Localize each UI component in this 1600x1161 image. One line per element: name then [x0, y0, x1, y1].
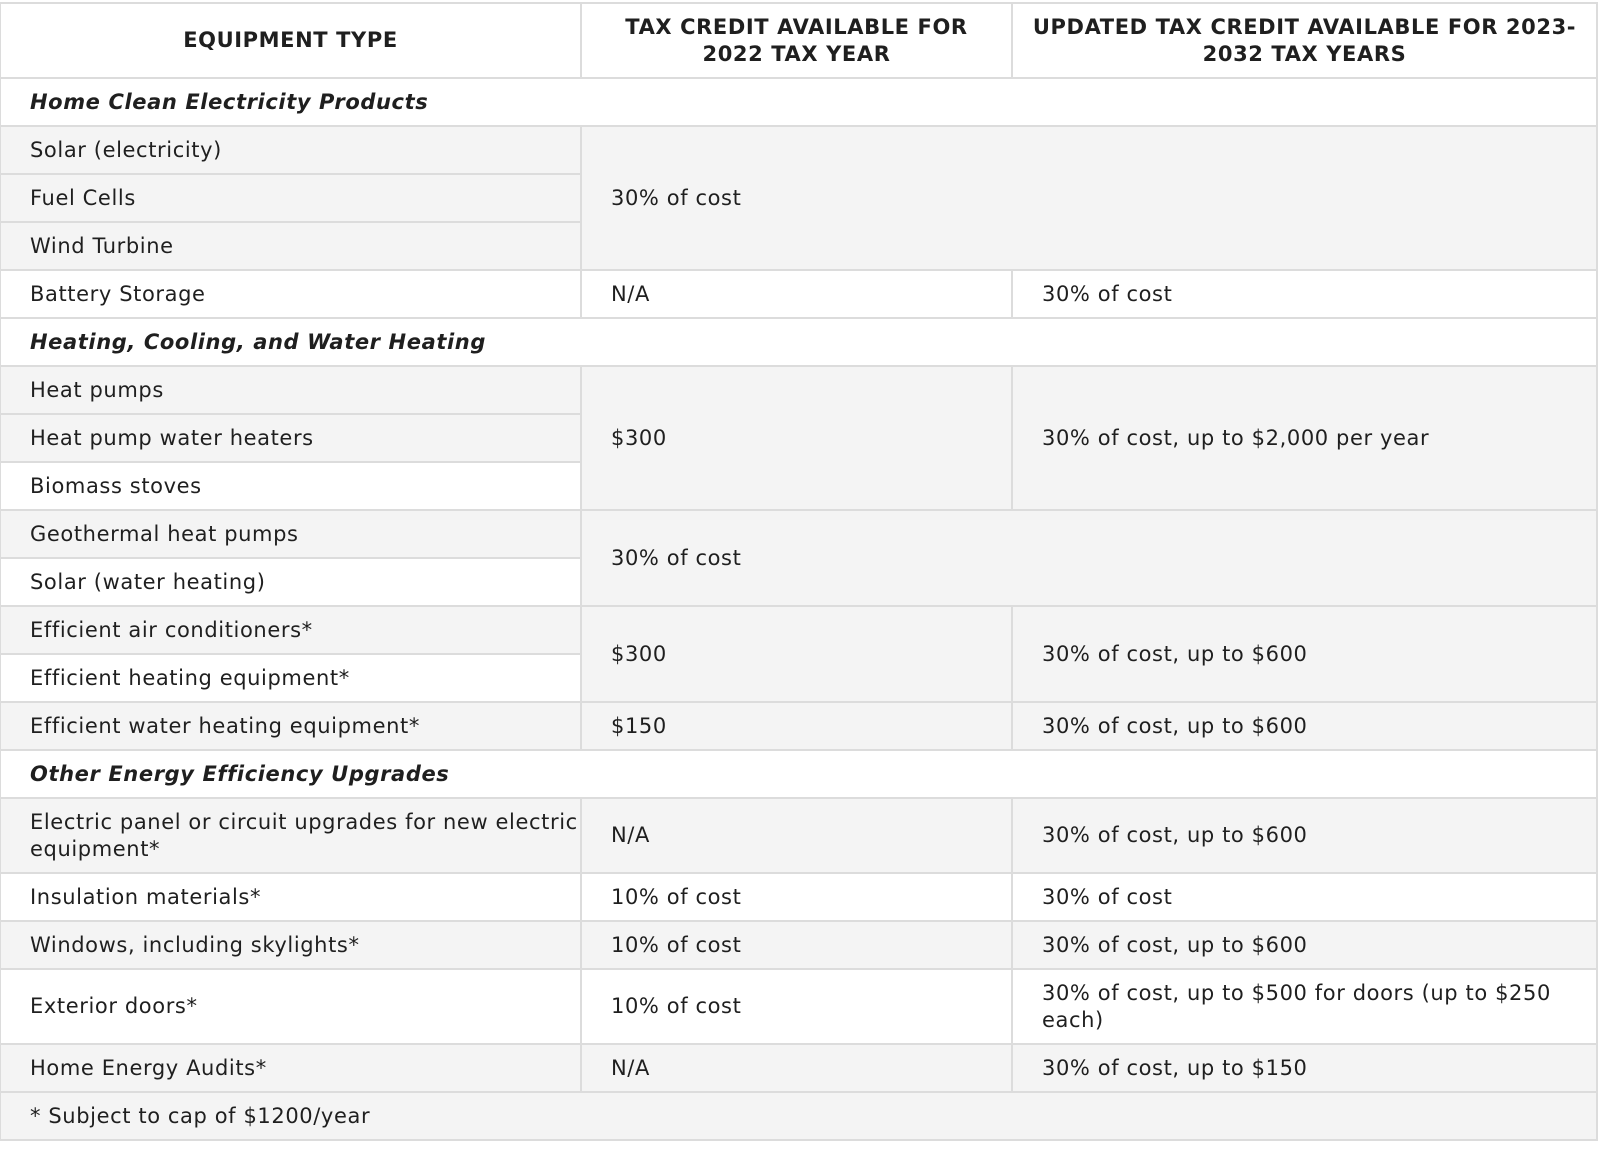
section-title-other: Other Energy Efficiency Upgrades	[0, 750, 1597, 798]
header-equipment-type: EQUIPMENT TYPE	[0, 3, 581, 78]
table-row	[0, 798, 1597, 873]
credit-geo-group: 30% of cost	[581, 510, 1597, 606]
equipment-solar-water-heating: Solar (water heating)	[0, 558, 581, 606]
footnote-row	[0, 1092, 1597, 1140]
credit-updated-windows: 30% of cost, up to $600	[1012, 921, 1597, 969]
equipment-biomass-stoves: Biomass stoves	[0, 462, 581, 510]
section-title-home-clean: Home Clean Electricity Products	[0, 78, 1597, 126]
equipment-electric-panel: Electric panel or circuit upgrades for new electric equipment*	[0, 798, 581, 873]
section-row-heating	[0, 318, 1597, 366]
equipment-fuel-cells: Fuel Cells	[0, 174, 581, 222]
footnote-text: * Subject to cap of $1200/year	[0, 1092, 1597, 1140]
table-row	[0, 606, 1597, 654]
table-row	[0, 702, 1597, 750]
equipment-efficient-heating: Efficient heating equipment*	[0, 654, 581, 702]
table-row	[0, 921, 1597, 969]
equipment-home-energy-audits: Home Energy Audits*	[0, 1044, 581, 1092]
table-row	[0, 969, 1597, 1044]
equipment-exterior-doors: Exterior doors*	[0, 969, 581, 1044]
equipment-insulation: Insulation materials*	[0, 873, 581, 921]
section-title-heating: Heating, Cooling, and Water Heating	[0, 318, 1597, 366]
credit-2022-battery: N/A	[581, 270, 1012, 318]
equipment-solar-electricity: Solar (electricity)	[0, 126, 581, 174]
equipment-battery-storage: Battery Storage	[0, 270, 581, 318]
equipment-heat-pump-water-heaters: Heat pump water heaters	[0, 414, 581, 462]
table-row	[0, 510, 1597, 558]
credit-updated-efficient-water: 30% of cost, up to $600	[1012, 702, 1597, 750]
credit-2022-exterior-doors: 10% of cost	[581, 969, 1012, 1044]
table-header-row	[0, 3, 1597, 78]
equipment-efficient-ac: Efficient air conditioners*	[0, 606, 581, 654]
credit-updated-battery: 30% of cost	[1012, 270, 1597, 318]
equipment-wind-turbine: Wind Turbine	[0, 222, 581, 270]
credit-updated-exterior-doors: 30% of cost, up to $500 for doors (up to $250 each)	[1012, 969, 1597, 1044]
credit-2022-heat-group: $300	[581, 366, 1012, 510]
credit-2022-windows: 10% of cost	[581, 921, 1012, 969]
header-credit-2023-2032: UPDATED TAX CREDIT AVAILABLE FOR 2023-2032 TAX YEARS	[1012, 3, 1597, 78]
equipment-windows: Windows, including skylights*	[0, 921, 581, 969]
table-row	[0, 126, 1597, 174]
credit-updated-eff-group: 30% of cost, up to $600	[1012, 606, 1597, 702]
section-row-home-clean	[0, 78, 1597, 126]
credit-2022-efficient-water: $150	[581, 702, 1012, 750]
credit-updated-home-energy-audits: 30% of cost, up to $150	[1012, 1044, 1597, 1092]
credit-2022-electric-panel: N/A	[581, 798, 1012, 873]
credit-updated-electric-panel: 30% of cost, up to $600	[1012, 798, 1597, 873]
tax-credit-table	[0, 2, 1598, 1141]
table-row	[0, 1044, 1597, 1092]
equipment-efficient-water-heating: Efficient water heating equipment*	[0, 702, 581, 750]
credit-2022-eff-group: $300	[581, 606, 1012, 702]
credit-2022-home-energy-audits: N/A	[581, 1044, 1012, 1092]
header-credit-2022: TAX CREDIT AVAILABLE FOR 2022 TAX YEAR	[581, 3, 1012, 78]
table-row	[0, 366, 1597, 414]
equipment-heat-pumps: Heat pumps	[0, 366, 581, 414]
credit-updated-insulation: 30% of cost	[1012, 873, 1597, 921]
section-row-other	[0, 750, 1597, 798]
credit-2022-insulation: 10% of cost	[581, 873, 1012, 921]
credit-clean-group: 30% of cost	[581, 126, 1597, 270]
table-row	[0, 873, 1597, 921]
table-row	[0, 270, 1597, 318]
equipment-geothermal-heat-pumps: Geothermal heat pumps	[0, 510, 581, 558]
credit-updated-heat-group: 30% of cost, up to $2,000 per year	[1012, 366, 1597, 510]
